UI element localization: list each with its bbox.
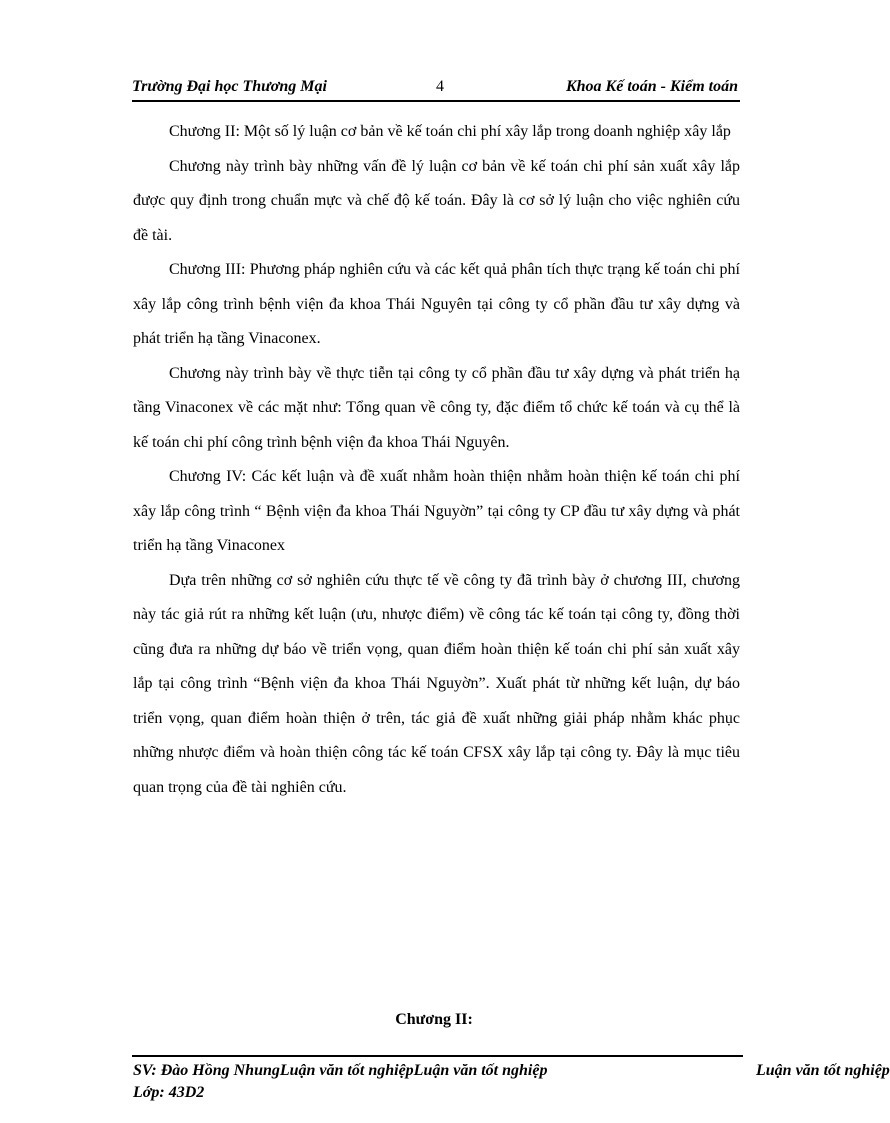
page-number: 4 bbox=[436, 78, 444, 95]
page-header bbox=[132, 74, 740, 102]
footer-thesis-label: Luận văn tốt nghiệp bbox=[756, 1062, 890, 1079]
paragraph-chapter-3-summary: Chương này trình bày về thực tiễn tại công ty cổ phần đầu tư xây dựng và phát triển hạ tầng Vinaconex về các mặt như: Tổng quan về công ty, đặc điểm tổ chức kế toán và cụ thể là kế toán chi phí công trình bệnh viện đa khoa Thái Nguyên. bbox=[133, 364, 740, 451]
body-text bbox=[133, 115, 740, 805]
paragraph-chapter-3-title: Chương III: Phương pháp nghiên cứu và các kết quả phân tích thực trạng kế toán chi phí xây lắp công trình bệnh viện đa khoa Thái Nguyên tại công ty cổ phần đầu tư xây dựng và phát triển hạ tầng Vinaconex. bbox=[133, 261, 740, 347]
chapter-heading: Chương II: bbox=[395, 1011, 473, 1028]
page-footer bbox=[133, 1060, 547, 1104]
paragraph-chapter-2-title: Chương II: Một số lý luận cơ bản về kế toán chi phí xây lắp trong doanh nghiệp xây lắp bbox=[169, 123, 731, 140]
paragraph-chapter-2-summary: Chương này trình bày những vấn đề lý luận cơ bản về kế toán chi phí sản xuất xây lắp được quy định trong chuẩn mực và chế độ kế toán. Đây là cơ sở lý luận cho việc nghiên cứu đề tài. bbox=[133, 157, 740, 244]
paragraph-chapter-4-title: Chương IV: Các kết luận và đề xuất nhằm hoàn thiện nhằm hoàn thiện kế toán chi phí xây lắp công trình “ Bệnh viện đa khoa Thái Nguyờn” tại công ty CP đầu tư xây dựng và phát triển hạ tầng Vinaconex bbox=[133, 468, 740, 554]
school-name: Trường Đại học Thương Mại bbox=[132, 78, 327, 95]
footer-class-line: Lớp: 43D2 bbox=[133, 1084, 205, 1101]
footer-student-line: SV: Đào Hồng NhungLuận văn tốt nghiệpLuận văn tốt nghiệp bbox=[133, 1062, 548, 1079]
footer-divider bbox=[132, 1055, 743, 1057]
paragraph-chapter-4-summary: Dựa trên những cơ sở nghiên cứu thực tế về công ty đã trình bày ở chương III, chương này tác giả rút ra những kết luận (ưu, nhược điểm) về công tác kế toán tại công ty, đồng thời cũng đưa ra những dự báo về triển vọng, quan điểm hoàn thiện kế toán chi phí sản xuất xây lắp tại công trình “Bệnh viện đa khoa Thái Nguyờn”. Xuất phát từ những kết luận, dự báo triển vọng, quan điểm hoàn thiện ở trên, tác giả đề xuất những giải pháp nhằm khác phục những nhược điểm và hoàn thiện công tác kế toán CFSX xây lắp tại công ty. Đây là mục tiêu quan trọng của đề tài nghiên cứu. bbox=[133, 571, 740, 796]
faculty-name: Khoa Kế toán - Kiểm toán bbox=[565, 78, 738, 95]
